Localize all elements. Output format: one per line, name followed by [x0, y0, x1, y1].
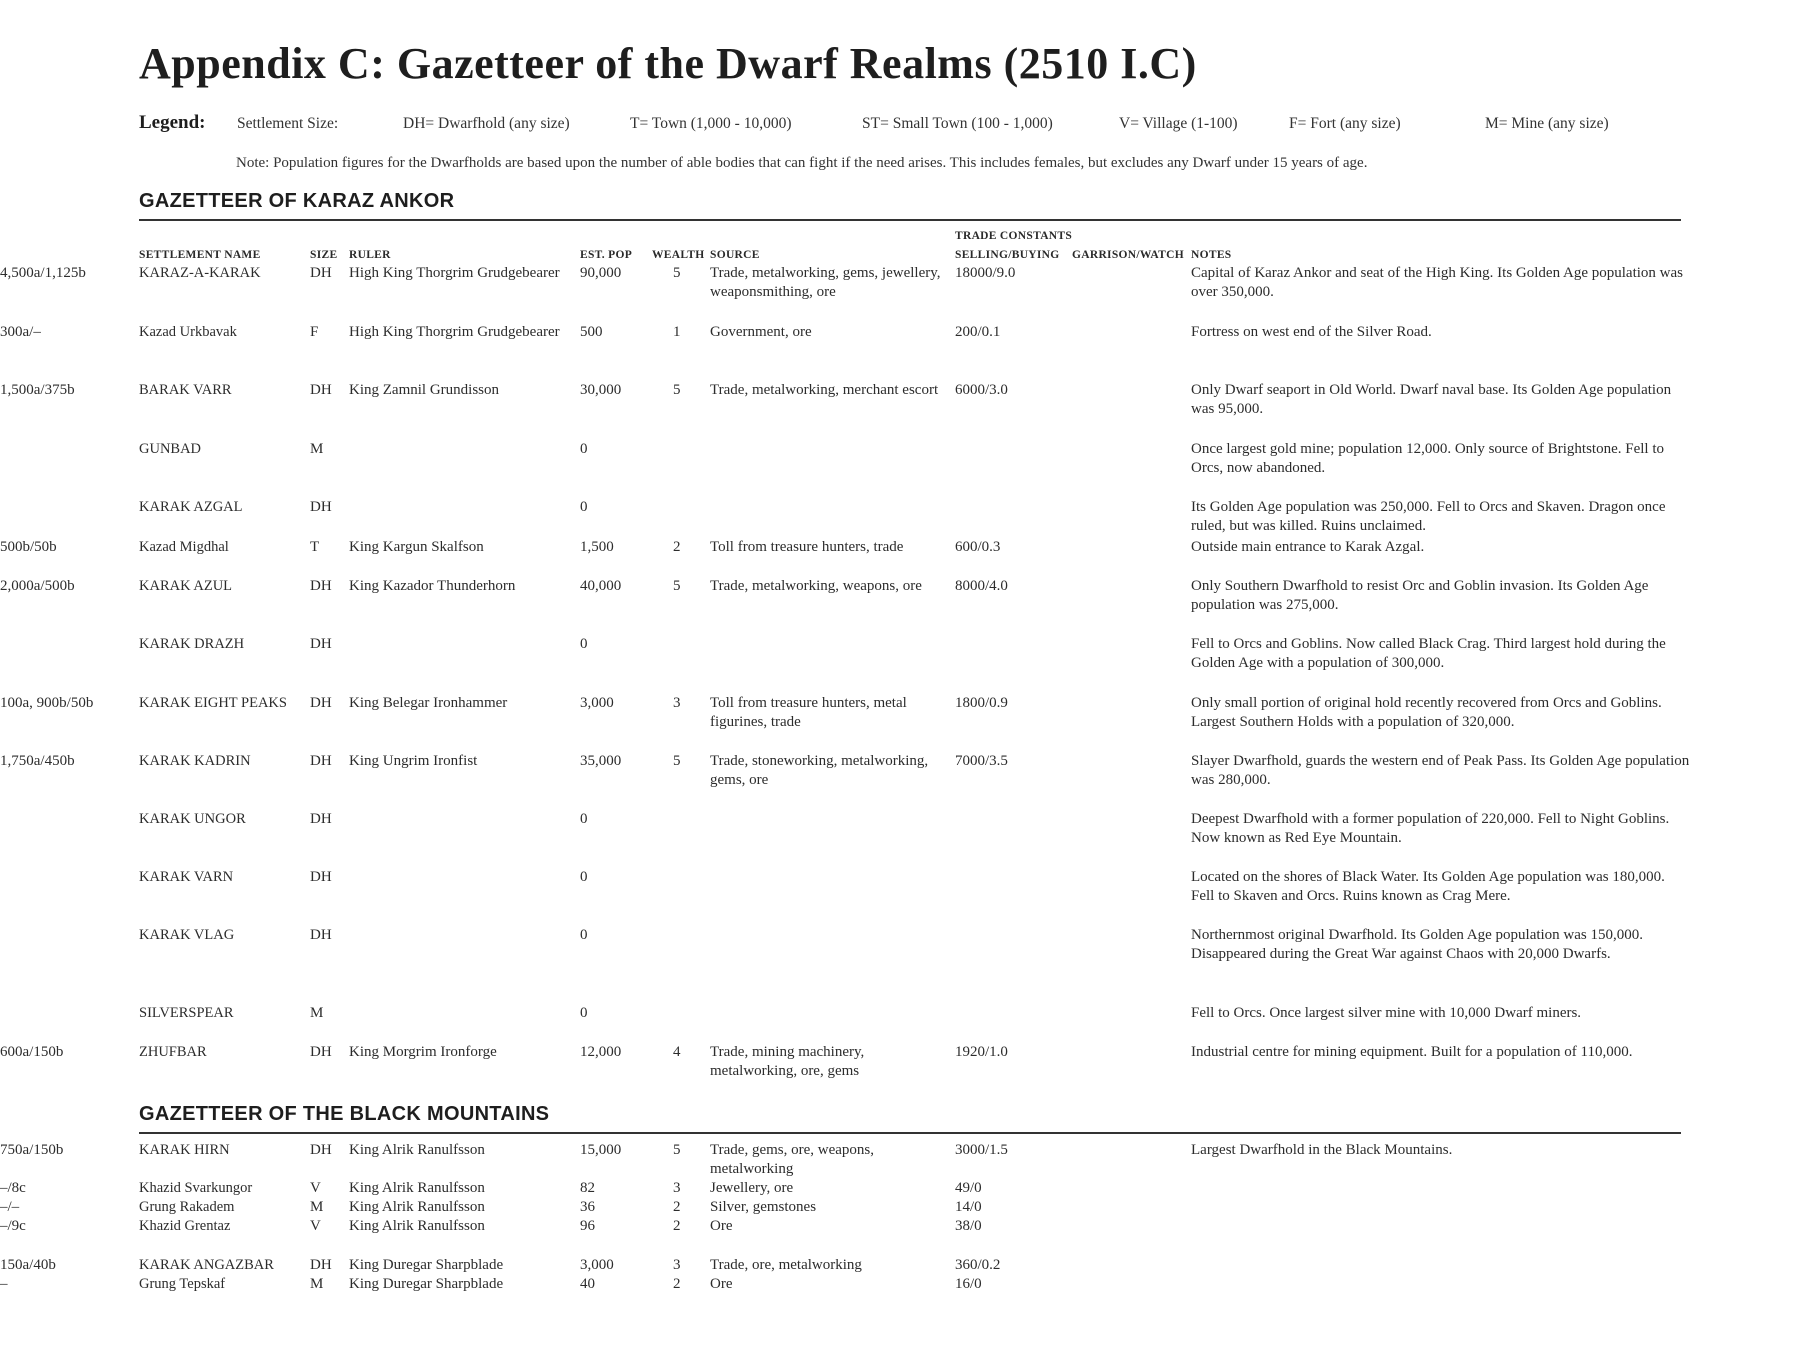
cell-notes: Fell to Orcs and Goblins. Now called Black Crag. Third largest hold during the Golden Age with a population of 300,000.	[1191, 636, 1666, 671]
cell-pop: 12,000	[580, 1044, 622, 1060]
cell-garrison: 300a/–	[0, 324, 41, 340]
cell-name: KARAK EIGHT PEAKS	[139, 695, 287, 711]
header-wealth: WEALTH	[652, 249, 705, 261]
cell-notes: Fell to Orcs. Once largest silver mine with 10,000 Dwarf miners.	[1191, 1005, 1582, 1021]
header-selling-buying: SELLING/BUYING	[955, 249, 1060, 261]
cell-pop: 90,000	[580, 265, 622, 281]
cell-wealth: 5	[673, 1142, 681, 1158]
cell-size: DH	[310, 1142, 332, 1158]
cell-ruler: High King Thorgrim Grudgebearer	[349, 324, 560, 340]
cell-source: Toll from treasure hunters, metal figurines, trade	[710, 695, 907, 730]
cell-trade: 18000/9.0	[955, 265, 1016, 281]
cell-notes: Northernmost original Dwarfhold. Its Golden Age population was 150,000. Disappeared during the Great War against Chaos with 20,000 Dwarfs.	[1191, 927, 1644, 962]
cell-source: Toll from treasure hunters, trade	[710, 539, 904, 555]
cell-size: DH	[310, 499, 332, 515]
legend-fort: F= Fort (any size)	[1289, 115, 1401, 132]
cell-source: Trade, mining machinery, metalworking, ore, gems	[710, 1044, 865, 1079]
cell-wealth: 2	[673, 539, 681, 555]
cell-pop: 0	[580, 636, 588, 652]
cell-wealth: 5	[673, 265, 681, 281]
legend-town: T= Town (1,000 - 10,000)	[630, 115, 792, 132]
cell-name: Khazid Grentaz	[139, 1218, 231, 1234]
cell-size: DH	[310, 1044, 332, 1060]
cell-trade: 8000/4.0	[955, 578, 1008, 594]
cell-trade: 16/0	[955, 1276, 982, 1292]
cell-name: Kazad Urkbavak	[139, 324, 237, 340]
cell-garrison: 600a/150b	[0, 1044, 64, 1060]
cell-wealth: 3	[673, 1257, 681, 1273]
cell-name: SILVERSPEAR	[139, 1005, 234, 1021]
cell-name: KARAK KADRIN	[139, 753, 251, 769]
cell-garrison: 4,500a/1,125b	[0, 265, 86, 281]
cell-size: DH	[310, 811, 332, 827]
cell-ruler: King Kazador Thunderhorn	[349, 578, 516, 594]
cell-wealth: 5	[673, 382, 681, 398]
cell-pop: 40,000	[580, 578, 622, 594]
cell-trade: 1920/1.0	[955, 1044, 1008, 1060]
cell-notes: Deepest Dwarfhold with a former population of 220,000. Fell to Night Goblins. Now known as Red Eye Mountain.	[1191, 811, 1670, 846]
cell-pop: 30,000	[580, 382, 622, 398]
cell-size: DH	[310, 695, 332, 711]
cell-ruler: King Zamnil Grundisson	[349, 382, 499, 398]
cell-ruler: High King Thorgrim Grudgebearer	[349, 265, 560, 281]
cell-ruler: King Duregar Sharpblade	[349, 1276, 504, 1292]
section-rule	[139, 1132, 1681, 1134]
cell-name: KARAK DRAZH	[139, 636, 245, 652]
cell-name: Grung Tepskaf	[139, 1276, 226, 1292]
cell-pop: 36	[580, 1199, 595, 1215]
cell-wealth: 2	[673, 1276, 681, 1292]
header-source: SOURCE	[710, 249, 760, 261]
legend-small-town: ST= Small Town (100 - 1,000)	[862, 115, 1053, 132]
legend-label: Legend:	[139, 112, 206, 133]
cell-size: M	[310, 1005, 324, 1021]
cell-name: KARAK UNGOR	[139, 811, 246, 827]
cell-wealth: 1	[673, 324, 681, 340]
cell-pop: 0	[580, 1005, 588, 1021]
cell-source: Silver, gemstones	[710, 1199, 817, 1215]
cell-trade: 38/0	[955, 1218, 982, 1234]
cell-trade: 1800/0.9	[955, 695, 1008, 711]
population-note: Note: Population figures for the Dwarfholds are based upon the number of able bodies that can fight if the need arises. This includes females, but excludes any Dwarf under 15 years of age.	[236, 155, 1368, 171]
cell-notes: Slayer Dwarfhold, guards the western end of Peak Pass. Its Golden Age population was 280,000.	[1191, 753, 1690, 788]
cell-notes: Only small portion of original hold recently recovered from Orcs and Goblins. Largest Southern Holds with a population of 320,000.	[1191, 695, 1662, 730]
section-rule	[139, 219, 1681, 221]
cell-name: BARAK VARR	[139, 382, 232, 398]
cell-wealth: 2	[673, 1218, 681, 1234]
cell-source: Ore	[710, 1276, 733, 1292]
cell-notes: Capital of Karaz Ankor and seat of the High King. Its Golden Age population was over 350,000.	[1191, 265, 1683, 300]
cell-name: KARAZ-A-KARAK	[139, 265, 261, 281]
cell-pop: 1,500	[580, 539, 614, 555]
cell-garrison: –/8c	[0, 1180, 26, 1196]
cell-ruler: King Belegar Ironhammer	[349, 695, 508, 711]
cell-size: M	[310, 1199, 324, 1215]
header-ruler: RULER	[349, 249, 391, 261]
cell-wealth: 3	[673, 695, 681, 711]
cell-size: DH	[310, 869, 332, 885]
cell-source: Trade, metalworking, weapons, ore	[710, 578, 922, 594]
cell-garrison: 500b/50b	[0, 539, 57, 555]
cell-garrison: –/9c	[0, 1218, 26, 1234]
legend-village: V= Village (1-100)	[1119, 115, 1238, 132]
cell-garrison: –/–	[0, 1199, 20, 1215]
cell-size: F	[310, 324, 319, 340]
cell-ruler: King Morgrim Ironforge	[349, 1044, 497, 1060]
cell-size: DH	[310, 265, 332, 281]
cell-wealth: 2	[673, 1199, 681, 1215]
cell-ruler: King Ungrim Ironfist	[349, 753, 478, 769]
cell-wealth: 5	[673, 578, 681, 594]
header-garrison-watch: GARRISON/WATCH	[1072, 249, 1184, 261]
cell-wealth: 4	[673, 1044, 681, 1060]
cell-notes: Once largest gold mine; population 12,000. Only source of Brightstone. Fell to Orcs, now abandoned.	[1191, 441, 1664, 476]
cell-size: M	[310, 1276, 324, 1292]
cell-pop: 35,000	[580, 753, 622, 769]
cell-size: V	[310, 1218, 321, 1234]
cell-notes: Largest Dwarfhold in the Black Mountains.	[1191, 1142, 1453, 1158]
page-title: Appendix C: Gazetteer of the Dwarf Realms (2510 I.C)	[139, 39, 1197, 88]
cell-garrison: 1,750a/450b	[0, 753, 75, 769]
cell-garrison: 150a/40b	[0, 1257, 56, 1273]
cell-notes: Only Southern Dwarfhold to resist Orc and Goblin invasion. Its Golden Age population was 275,000.	[1191, 578, 1649, 613]
cell-pop: 0	[580, 811, 588, 827]
cell-pop: 0	[580, 869, 588, 885]
cell-source: Trade, metalworking, merchant escort	[710, 382, 939, 398]
legend-settlement-size: Settlement Size:	[237, 115, 339, 132]
cell-name: KARAK VARN	[139, 869, 234, 885]
cell-source: Trade, stoneworking, metalworking, gems, ore	[710, 753, 929, 788]
cell-name: KARAK AZGAL	[139, 499, 243, 515]
cell-trade: 7000/3.5	[955, 753, 1008, 769]
legend-mine: M= Mine (any size)	[1485, 115, 1609, 132]
cell-name: Kazad Migdhal	[139, 539, 229, 555]
cell-size: DH	[310, 1257, 332, 1273]
cell-trade: 14/0	[955, 1199, 982, 1215]
cell-ruler: King Alrik Ranulfsson	[349, 1199, 485, 1215]
cell-trade: 3000/1.5	[955, 1142, 1008, 1158]
cell-wealth: 5	[673, 753, 681, 769]
header-settlement-name: SETTLEMENT NAME	[139, 249, 261, 261]
cell-ruler: King Duregar Sharpblade	[349, 1257, 504, 1273]
cell-name: KARAK ANGAZBAR	[139, 1257, 274, 1273]
cell-garrison: 2,000a/500b	[0, 578, 75, 594]
cell-ruler: King Alrik Ranulfsson	[349, 1180, 485, 1196]
cell-trade: 49/0	[955, 1180, 982, 1196]
cell-source: Ore	[710, 1218, 733, 1234]
cell-pop: 0	[580, 441, 588, 457]
cell-notes: Fortress on west end of the Silver Road.	[1191, 324, 1432, 340]
cell-size: DH	[310, 753, 332, 769]
cell-size: DH	[310, 382, 332, 398]
cell-source: Trade, gems, ore, weapons, metalworking	[710, 1142, 874, 1177]
cell-garrison: 1,500a/375b	[0, 382, 75, 398]
cell-size: T	[310, 539, 320, 555]
cell-pop: 15,000	[580, 1142, 622, 1158]
cell-source: Government, ore	[710, 324, 812, 340]
header-size: SIZE	[310, 249, 338, 261]
cell-name: GUNBAD	[139, 441, 202, 457]
cell-name: Grung Rakadem	[139, 1199, 235, 1215]
header-est-pop: EST. POP	[580, 249, 633, 261]
cell-garrison: 750a/150b	[0, 1142, 64, 1158]
cell-pop: 0	[580, 499, 588, 515]
cell-pop: 96	[580, 1218, 595, 1234]
cell-notes: Located on the shores of Black Water. Its Golden Age population was 180,000. Fell to Skaven and Orcs. Ruins known as Crag Mere.	[1191, 869, 1665, 904]
cell-size: DH	[310, 927, 332, 943]
header-trade-constants: TRADE CONSTANTS	[955, 230, 1073, 242]
cell-source: Trade, ore, metalworking	[710, 1257, 862, 1273]
cell-trade: 600/0.3	[955, 539, 1001, 555]
cell-name: KARAK HIRN	[139, 1142, 230, 1158]
cell-source: Jewellery, ore	[710, 1180, 794, 1196]
cell-notes: Its Golden Age population was 250,000. Fell to Orcs and Skaven. Dragon once ruled, but was killed. Ruins unclaimed.	[1191, 499, 1666, 534]
cell-trade: 200/0.1	[955, 324, 1001, 340]
cell-pop: 82	[580, 1180, 595, 1196]
cell-source: Trade, metalworking, gems, jewellery, weaponsmithing, ore	[710, 265, 941, 300]
cell-name: Khazid Svarkungor	[139, 1180, 253, 1196]
cell-ruler: King Alrik Ranulfsson	[349, 1142, 485, 1158]
cell-pop: 0	[580, 927, 588, 943]
cell-ruler: King Kargun Skalfson	[349, 539, 484, 555]
cell-name: KARAK VLAG	[139, 927, 235, 943]
cell-pop: 3,000	[580, 695, 614, 711]
cell-garrison: 100a, 900b/50b	[0, 695, 94, 711]
section-title-karaz-ankor: GAZETTEER OF KARAZ ANKOR	[139, 190, 455, 212]
cell-wealth: 3	[673, 1180, 681, 1196]
legend-dwarfhold: DH= Dwarfhold (any size)	[403, 115, 570, 132]
cell-notes: Outside main entrance to Karak Azgal.	[1191, 539, 1425, 555]
cell-pop: 3,000	[580, 1257, 614, 1273]
cell-name: KARAK AZUL	[139, 578, 233, 594]
cell-garrison: –	[0, 1276, 8, 1292]
cell-size: DH	[310, 578, 332, 594]
cell-size: DH	[310, 636, 332, 652]
cell-name: ZHUFBAR	[139, 1044, 207, 1060]
cell-size: M	[310, 441, 324, 457]
cell-notes: Industrial centre for mining equipment. Built for a population of 110,000.	[1191, 1044, 1633, 1060]
section-title-black-mountains: GAZETTEER OF THE BLACK MOUNTAINS	[139, 1103, 550, 1125]
cell-notes: Only Dwarf seaport in Old World. Dwarf naval base. Its Golden Age population was 95,000.	[1191, 382, 1672, 417]
cell-pop: 40	[580, 1276, 595, 1292]
cell-ruler: King Alrik Ranulfsson	[349, 1218, 485, 1234]
cell-trade: 360/0.2	[955, 1257, 1001, 1273]
cell-trade: 6000/3.0	[955, 382, 1008, 398]
header-notes: NOTES	[1191, 249, 1232, 261]
cell-pop: 500	[580, 324, 603, 340]
cell-size: V	[310, 1180, 321, 1196]
